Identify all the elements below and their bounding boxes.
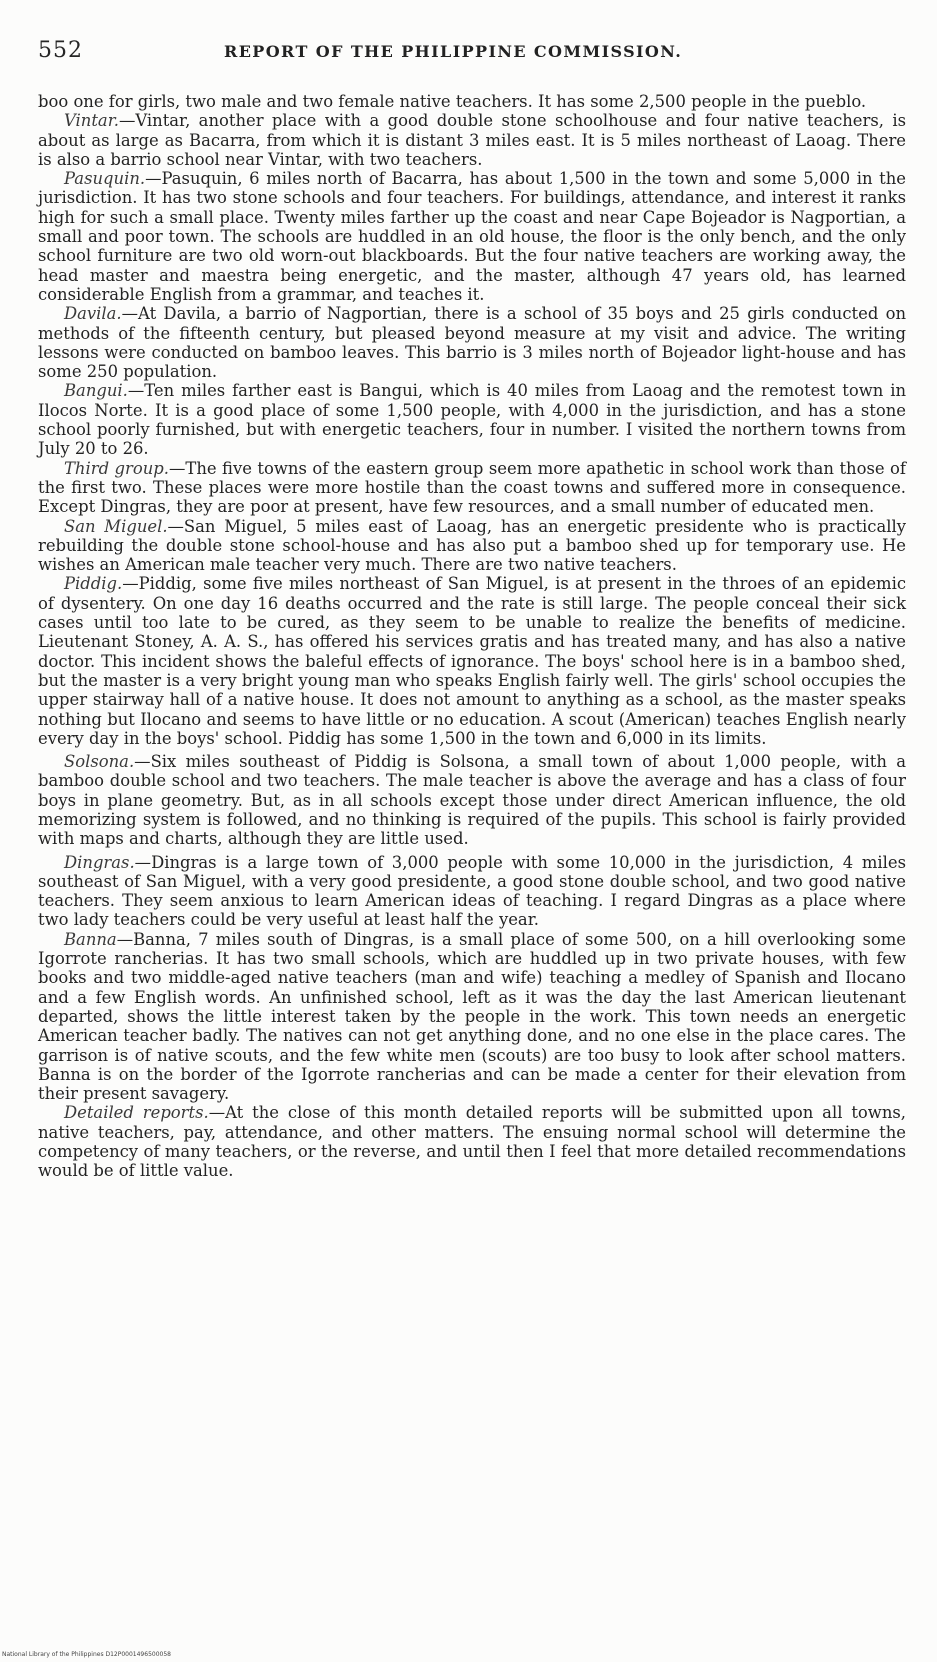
paragraph-text: —The five towns of the eastern group seem more apathetic in school work than those of the first two. These places were more hostile than the coast towns and suffered more in consequence. Except Dingras, they are poor at present, have few resources, and a small number of educated men. [38, 458, 906, 517]
paragraph-text: boo one for girls, two male and two female native teachers. It has some 2,500 people in the pueblo. [38, 92, 867, 111]
paragraph-text: —Ten miles farther east is Bangui, which is 40 miles from Laoag and the remotest town in Ilocos Norte. It is a good place of some 1,500 people, with 4,000 in the jurisdiction, and has a stone school poorly furnished, but with energetic teachers, four in number. I visited the northern towns from July 20 to 26. [38, 381, 906, 459]
paragraph-text: —Banna, 7 miles south of Dingras, is a small place of some 500, on a hill overlooking some Igorrote rancherias. It has two small schools, which are huddled up in two private houses, with few books and two middle-aged native teachers (man and wife) teaching a medley of Spanish and Ilocano and a few English words. An unfinished school, left as it was the day the last American lieutenant departed, shows the little interest taken by the people in the work. This town needs an energetic American teacher badly. The natives can not get anything done, and no one else in the place cares. The garrison is of native scouts, and the few white men (scouts) are too busy to look after school matters. Banna is on the border of the Igorrote rancherias and can be made a center for their elevation from their present savagery. [38, 929, 906, 1104]
running-title: REPORT OF THE PHILIPPINE COMMISSION. [224, 42, 683, 61]
paragraph [38, 459, 906, 517]
paragraph-lead: Pasuquin. [64, 169, 146, 189]
paragraph-text: —Piddig, some five miles northeast of San Miguel, is at present in the throes of an epidemic of dysentery. On one day 16 deaths occurred and the rate is still large. The people conceal their sick cases until too late to be cured, as they seem to be unable to realize the benefits of medicine. Lieutenant Stoney, A. A. S., has offered his services gratis and has treated many, and has also a native doctor. This incident shows the baleful effects of ignorance. The boys' school here is in a bamboo shed, but the master is a very bright young man who speaks English fairly well. The girls' school occupies the upper stairway hall of a native house. It does not amount to anything as a school, as the master speaks nothing but Ilocano and seems to have little or no education. A scout (American) teaches English nearly every day in the boys' school. Piddig has some 1,500 in the town and 6,000 in its limits. [38, 574, 906, 748]
paragraph [38, 169, 906, 304]
paragraph [38, 1103, 906, 1180]
body-text [38, 92, 906, 1181]
paragraph [38, 304, 906, 381]
paragraph-lead: Third group. [64, 458, 169, 478]
paragraph-lead: Vintar. [64, 111, 119, 131]
paragraph [38, 752, 906, 848]
paragraph [38, 517, 906, 575]
paragraph-text: —At Davila, a barrio of Nagportian, there is a school of 35 boys and 25 girls conducted on methods of the fifteenth century, but pleased beyond measure at my visit and advice. The writing lessons were conducted on bamboo leaves. This barrio is 3 miles north of Bojeador light-house and has some 250 population. [38, 304, 906, 382]
paragraph-lead: San Miguel. [64, 516, 168, 536]
page-header [38, 38, 900, 74]
paragraph-text: —Six miles southeast of Piddig is Solsona, a small town of about 1,000 people, with a bamboo double school and two teachers. The male teacher is above the average and has a class of four boys in plane geometry. But, as in all schools except those under direct American influence, the old memorizing system is followed, and no thinking is required of the pupils. This school is fairly provided with maps and charts, although they are little used. [38, 752, 906, 849]
paragraph [38, 111, 906, 169]
paragraph-lead: Banna [64, 929, 117, 949]
paragraph-lead: Davila. [64, 304, 122, 324]
paragraph-text: —Vintar, another place with a good double stone schoolhouse and four native teachers, is about as large as Bacarra, from which it is distant 3 miles east. It is 5 miles northeast of Laoag. There is also a barrio school near Vintar, with two teachers. [38, 111, 906, 169]
paragraph [38, 381, 906, 458]
paragraph-text: —At the close of this month detailed reports will be submitted upon all towns, native teachers, pay, attendance, and other matters. The ensuing normal school will determine the competency of many teachers, or the reverse, and until then I feel that more detailed recommendations would be of little value. [38, 1103, 907, 1181]
paragraph [38, 853, 906, 930]
page-number: 552 [38, 38, 83, 63]
paragraph-lead: Solsona. [64, 752, 135, 772]
scan-credit: National Library of the Philippines D12P0001496500058 [2, 1651, 171, 1658]
paragraph-text: —Dingras is a large town of 3,000 people with some 10,000 in the jurisdiction, 4 miles southeast of San Miguel, with a very good presidente, a good stone double school, and two good native teachers. They seem anxious to learn American ideas of teaching. I regard Dingras as a place where two lady teachers could be very useful at least half the year. [38, 852, 906, 930]
paragraph-lead: Bangui. [64, 381, 128, 401]
paragraph-lead: Piddig. [64, 574, 123, 594]
paragraph [38, 92, 906, 111]
paragraph [38, 574, 906, 748]
paragraph-text: —Pasuquin, 6 miles north of Bacarra, has about 1,500 in the town and some 5,000 in the jurisdiction. It has two stone schools and four teachers. For buildings, attendance, and interest it ranks high for such a small place. Twenty miles farther up the coast and near Cape Bojeador is Nagportian, a small and poor town. The schools are huddled in an old house, the floor is the only bench, and the only school furniture are two old worn-out blackboards. But the four native teachers are working away, the head master and maestra being energetic, and the master, although 47 years old, has learned considerable English from a grammar, and teaches it. [38, 169, 906, 304]
paragraph-lead: Dingras. [64, 852, 135, 872]
paragraph [38, 930, 906, 1104]
paragraph-text: —San Miguel, 5 miles east of Laoag, has an energetic presidente who is practically rebuilding the double stone school-house and has also put a bamboo shed up for temporary use. He wishes an American male teacher very much. There are two native teachers. [38, 516, 906, 575]
paragraph-lead: Detailed reports. [64, 1103, 209, 1123]
